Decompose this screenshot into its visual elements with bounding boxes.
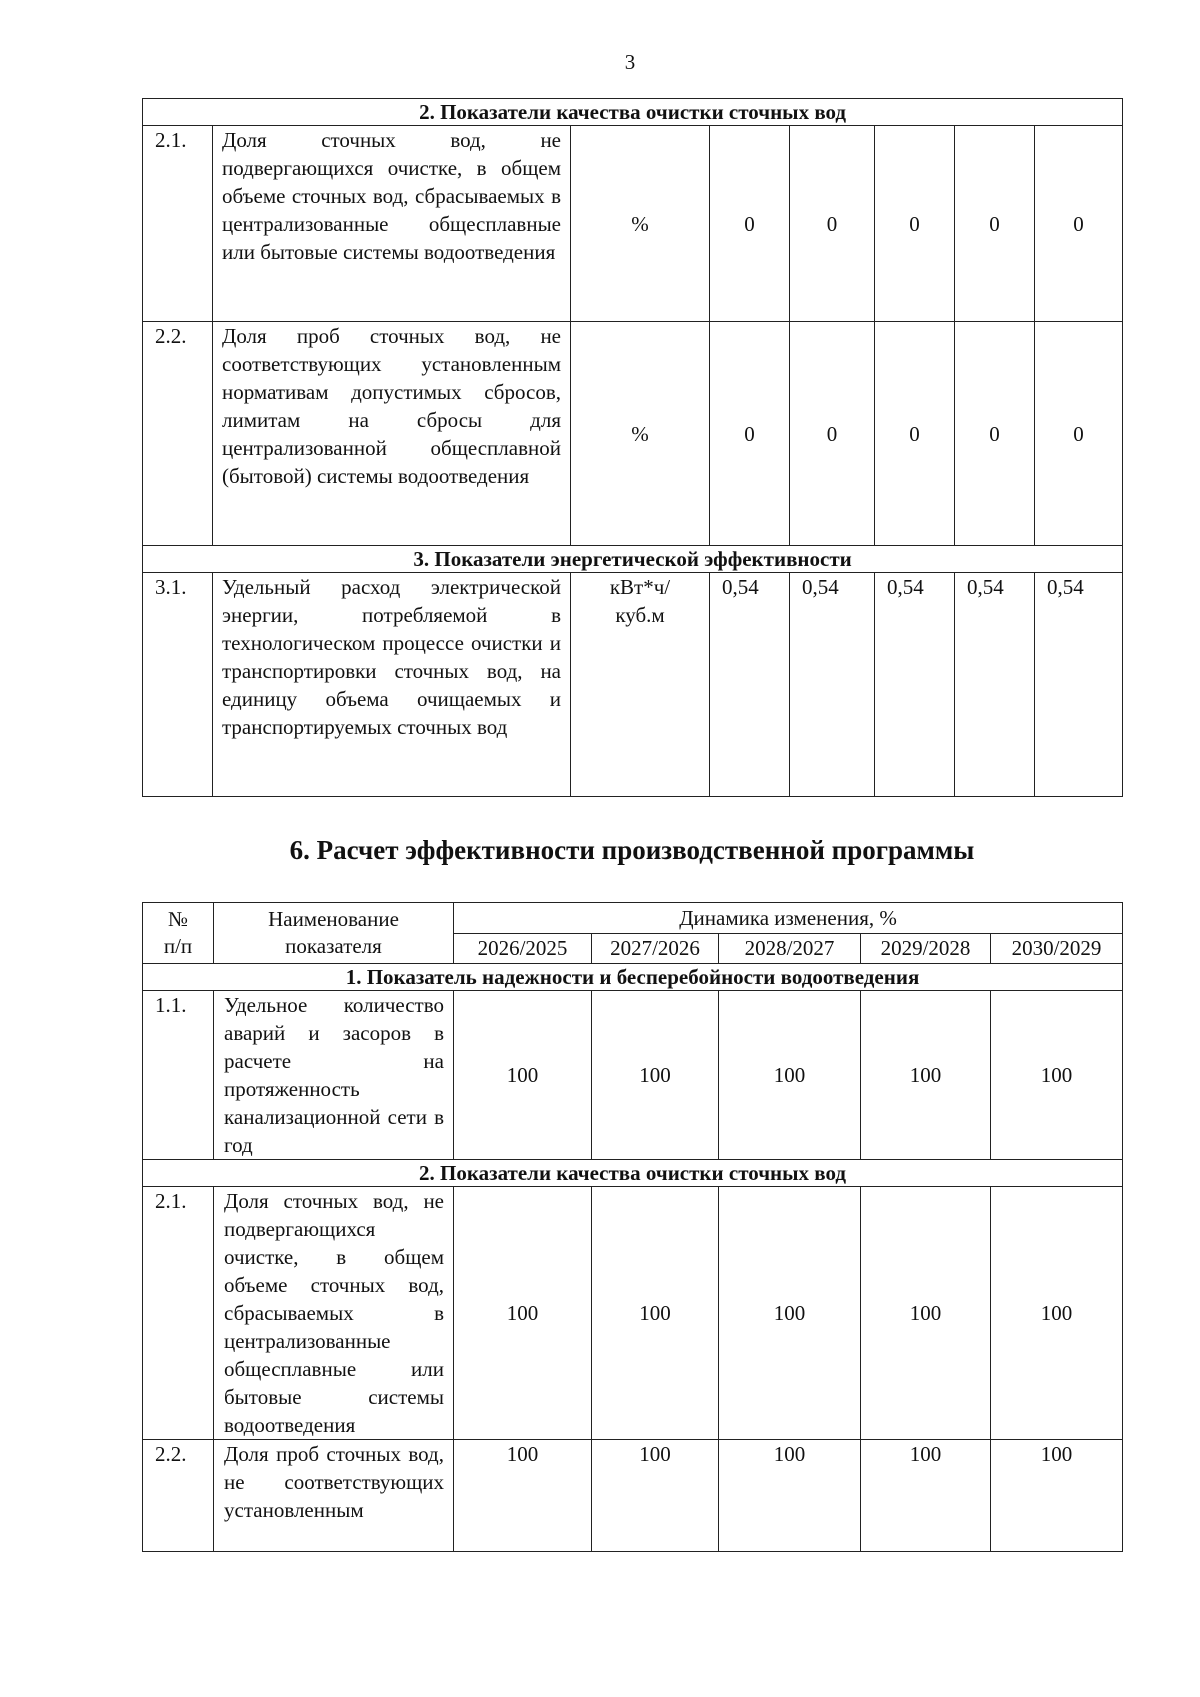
header-name xyxy=(214,903,454,964)
section-title: 1. Показатель надежности и бесперебойности водоотведения xyxy=(143,964,1123,991)
row-number: 2.2. xyxy=(143,322,213,546)
value-cell: 0 xyxy=(710,126,790,322)
value-cell: 0,54 xyxy=(790,573,875,797)
header-year: 2027/2026 xyxy=(592,934,719,964)
section-row xyxy=(143,99,1123,126)
indicator-name: Удельное количество аварий и засоров в расчете на протяженность канализационной сети в год xyxy=(214,991,454,1160)
efficiency-table xyxy=(142,902,1123,1552)
value-cell: 0,54 xyxy=(955,573,1035,797)
value-cell: 0 xyxy=(955,126,1035,322)
indicator-name: Удельный расход электрической энергии, потребляемой в технологическом процессе очистки и транспортировки сточных вод, на единицу объема очищаемых и транспортируемых сточных вод xyxy=(213,573,571,797)
value-cell: 0 xyxy=(790,322,875,546)
section-heading: 6. Расчет эффективности производственной программы xyxy=(289,835,975,865)
header-num-line: п/п xyxy=(163,934,193,958)
indicator-name: Доля проб сточных вод, не соответствующих установленным нормативам допустимых сбросов, лимитам на сбросы для централизованной общесплавной (бытовой) системы водоотведения xyxy=(213,322,571,546)
value-cell: 100 xyxy=(592,991,719,1160)
indicator-name: Доля проб сточных вод, не соответствующих установленным xyxy=(214,1440,454,1552)
row-number: 2.1. xyxy=(143,1187,214,1440)
header-num-line: № xyxy=(167,907,189,931)
table-row xyxy=(143,1187,1123,1440)
value-cell: 100 xyxy=(592,1187,719,1440)
row-number: 3.1. xyxy=(143,573,213,797)
value-cell: 0 xyxy=(1035,126,1123,322)
indicators-table xyxy=(142,98,1123,797)
unit-cell: % xyxy=(571,322,710,546)
table-row xyxy=(143,1440,1123,1552)
value-cell: 100 xyxy=(991,1440,1123,1552)
value-cell: 100 xyxy=(861,1187,991,1440)
value-cell: 100 xyxy=(719,1440,861,1552)
header-row xyxy=(143,903,1123,934)
row-number: 1.1. xyxy=(143,991,214,1160)
value-cell: 0 xyxy=(875,126,955,322)
table-row xyxy=(143,991,1123,1160)
section-title: 2. Показатели качества очистки сточных вод xyxy=(143,1160,1123,1187)
value-cell: 100 xyxy=(719,991,861,1160)
value-cell: 100 xyxy=(991,1187,1123,1440)
value-cell: 0,54 xyxy=(875,573,955,797)
unit-cell xyxy=(571,573,710,797)
value-cell: 100 xyxy=(861,991,991,1160)
header-num xyxy=(143,903,214,964)
value-cell: 100 xyxy=(454,1187,592,1440)
header-year: 2026/2025 xyxy=(454,934,592,964)
header-year: 2030/2029 xyxy=(991,934,1123,964)
value-cell: 0 xyxy=(790,126,875,322)
value-cell: 100 xyxy=(861,1440,991,1552)
value-cell: 100 xyxy=(991,991,1123,1160)
section-row xyxy=(143,546,1123,573)
section-title: 3. Показатели энергетической эффективности xyxy=(143,546,1123,573)
row-number: 2.1. xyxy=(143,126,213,322)
value-cell: 100 xyxy=(592,1440,719,1552)
unit-line: куб.м xyxy=(615,603,665,627)
value-cell: 100 xyxy=(454,991,592,1160)
row-number: 2.2. xyxy=(143,1440,214,1552)
value-cell: 0,54 xyxy=(1035,573,1123,797)
header-year: 2028/2027 xyxy=(719,934,861,964)
page-number: 3 xyxy=(624,50,636,74)
table-row xyxy=(143,126,1123,322)
unit-line: кВт*ч/ xyxy=(609,575,671,599)
indicator-name: Доля сточных вод, не подвергающихся очистке, в общем объеме сточных вод, сбрасываемых в централизованные общесплавные или бытовые системы водоотведения xyxy=(214,1187,454,1440)
value-cell: 0 xyxy=(955,322,1035,546)
header-year: 2029/2028 xyxy=(861,934,991,964)
unit-cell: % xyxy=(571,126,710,322)
header-dynamics: Динамика изменения, % xyxy=(454,903,1123,934)
section-row xyxy=(143,1160,1123,1187)
table-row xyxy=(143,322,1123,546)
value-cell: 100 xyxy=(454,1440,592,1552)
value-cell: 0,54 xyxy=(710,573,790,797)
section-row xyxy=(143,964,1123,991)
table-row xyxy=(143,573,1123,797)
header-name-line: Наименование xyxy=(268,907,399,931)
value-cell: 100 xyxy=(719,1187,861,1440)
value-cell: 0 xyxy=(1035,322,1123,546)
value-cell: 0 xyxy=(875,322,955,546)
header-name-line: показателя xyxy=(285,934,382,958)
value-cell: 0 xyxy=(710,322,790,546)
indicator-name: Доля сточных вод, не подвергающихся очистке, в общем объеме сточных вод, сбрасываемых в централизованные общесплавные или бытовые системы водоотведения xyxy=(213,126,571,322)
section-title: 2. Показатели качества очистки сточных вод xyxy=(143,99,1123,126)
